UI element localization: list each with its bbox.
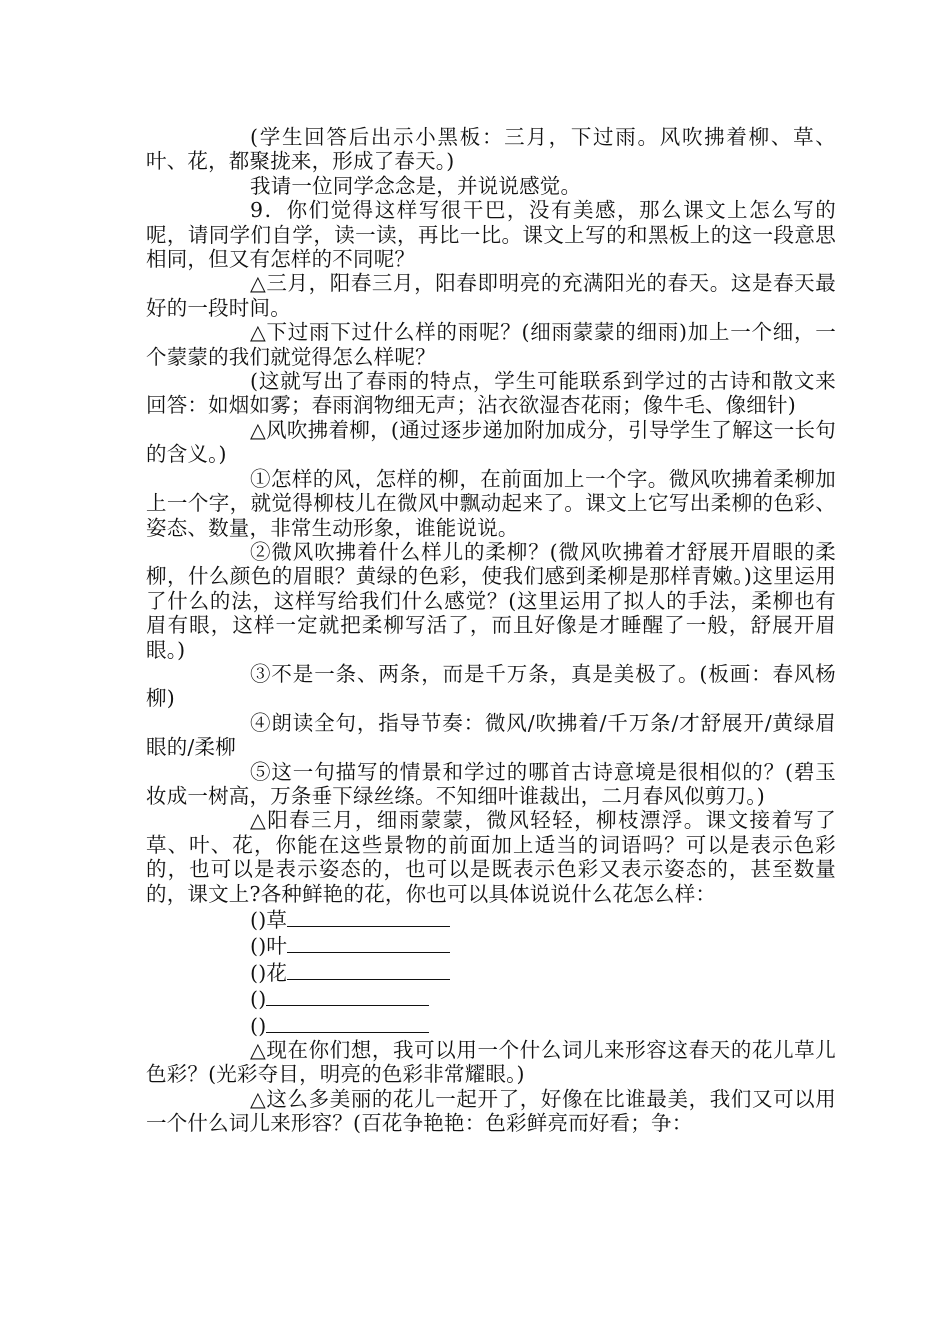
paragraph: △下过雨下过什么样的雨呢？(细雨蒙蒙的细雨)加上一个细，一个蒙蒙的我们就觉得怎么样呢？ <box>146 320 836 369</box>
paragraph: ①怎样的风，怎样的柳，在前面加上一个字。微风吹拂着柔柳加上一个字，就觉得柳枝儿在微风中飘动起来了。课文上它写出柔柳的色彩、姿态、数量，非常生动形象，谁能说说。 <box>146 466 836 540</box>
fill-blank-prefix: ()草 <box>250 908 288 932</box>
fill-blank-prefix: ()叶 <box>250 934 288 959</box>
fill-blank-line <box>250 985 836 1011</box>
fill-blank-line <box>250 932 836 958</box>
fill-blank-underline <box>287 959 450 980</box>
paragraph: (这就写出了春雨的特点，学生可能联系到学过的古诗和散文来回答：如烟如雾；春雨润物细无声；沾衣欲湿杏花雨；像牛毛、像细针) <box>146 369 836 418</box>
fill-blank-underline <box>266 1012 429 1033</box>
fill-blank-prefix: () <box>250 1013 267 1038</box>
fill-blank-underline <box>266 985 429 1006</box>
fill-blank-line <box>250 959 836 985</box>
paragraph: 我请一位同学念念是，并说说感觉。 <box>250 173 582 198</box>
lesson-text-body <box>146 125 836 1136</box>
paragraph: ②微风吹拂着什么样儿的柔柳？(微风吹拂着才舒展开眉眼的柔柳，什么颜色的眉眼？黄绿的色彩，使我们感到柔柳是那样青嫩。)这里运用了什么的法，这样写给我们什么感觉？(这里运用了拟人的手法，柔柳也有眉有眼，这样一定就把柔柳写活了，而且好像是才睡醒了一般，舒展开眉眼。) <box>146 539 836 662</box>
paragraph: △现在你们想，我可以用一个什么词儿来形容这春天的花儿草儿色彩？(光彩夺目，明亮的色彩非常耀眼。) <box>146 1038 836 1087</box>
paragraph: 9．你们觉得这样写很干巴，没有美感，那么课文上怎么写的呢，请同学们自学，读一读，再比一比。课文上写的和黑板上的这一段意思相同，但又有怎样的不同呢？ <box>146 198 836 272</box>
paragraph: △阳春三月，细雨蒙蒙，微风轻轻，柳枝漂浮。课文接着写了草、叶、花，你能在这些景物的前面加上适当的词语吗？可以是表示色彩的，也可以是表示姿态的，也可以是既表示色彩又表示姿态的，甚至数量的，课文上?各种鲜艳的花，你也可以具体说说什么花怎么样： <box>146 808 836 906</box>
paragraph: (学生回答后出示小黑板：三月，下过雨。风吹拂着柳、草、叶、花，都聚拢来，形成了春天。) <box>146 125 836 174</box>
paragraph: △这么多美丽的花儿一起开了，好像在比谁最美，我们又可以用一个什么词儿来形容？(百花争艳艳：色彩鲜亮而好看；争： <box>146 1086 836 1136</box>
fill-blank-underline <box>287 906 450 927</box>
fill-blank-prefix: () <box>250 987 267 1012</box>
paragraph: ⑤这一句描写的情景和学过的哪首古诗意境是很相似的？(碧玉妆成一树高，万条垂下绿丝绦。不知细叶谁裁出，二月春风似剪刀。) <box>146 759 836 808</box>
fill-blank-line <box>250 906 836 932</box>
fill-blank-line <box>250 1012 836 1038</box>
paragraph: △三月，阳春三月，阳春即明亮的充满阳光的春天。这是春天最好的一段时间。 <box>146 271 836 320</box>
paragraph: ④朗读全句，指导节奏：微风/吹拂着/千万条/才舒展开/黄绿眉眼的/柔柳 <box>146 710 836 760</box>
fill-blank-underline <box>287 932 450 953</box>
paragraph: △风吹拂着柳，(通过逐步递加附加成分，引导学生了解这一长句的含义。) <box>146 417 836 467</box>
paragraph: ③不是一条、两条，而是千万条，真是美极了。(板画：春风杨柳) <box>146 661 836 711</box>
fill-blank-prefix: ()花 <box>250 960 288 985</box>
